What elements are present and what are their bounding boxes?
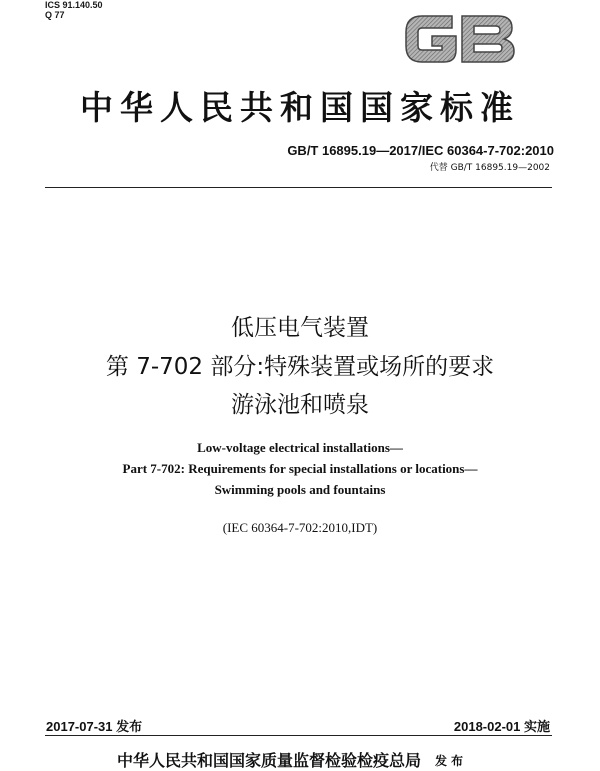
implementation-date: 2018-02-01 实施 xyxy=(453,719,550,734)
title-en-line-3: Swimming pools and fountains xyxy=(214,482,386,497)
gb-logo-graphic xyxy=(400,6,518,70)
ics-code-block xyxy=(45,0,103,20)
top-divider xyxy=(45,187,552,188)
replaces-standard: 代替 GB/T 16895.19—2002 xyxy=(429,163,550,173)
bottom-divider xyxy=(45,735,552,736)
issue-date: 2017-07-31 发布 xyxy=(46,719,143,734)
title-cn-line-1: 低压电气装置 xyxy=(231,315,369,341)
ics-code: ICS 91.140.50 xyxy=(45,0,103,10)
gb-logo xyxy=(400,6,518,70)
logo-letter-b xyxy=(462,16,514,62)
title-en-line-1: Low-voltage electrical installations— xyxy=(197,440,403,455)
ccs-code: Q 77 xyxy=(45,10,65,20)
title-cn-line-2: 第 7-702 部分:特殊装置或场所的要求 xyxy=(105,354,495,380)
iec-reference: (IEC 60364-7-702:2010,IDT) xyxy=(222,520,378,535)
issuer-suffix: 发布 xyxy=(435,754,468,768)
issuer-name: 中华人民共和国国家质量监督检验检疫总局 xyxy=(117,751,422,770)
title-cn-line-3: 游泳池和喷泉 xyxy=(231,392,369,418)
national-standard-heading: 中华人民共和国国家标准 xyxy=(80,88,520,127)
title-en-line-2: Part 7-702: Requirements for special installations or locations— xyxy=(122,461,478,476)
logo-letter-g xyxy=(406,16,456,62)
standard-number: GB/T 16895.19—2017/IEC 60364-7-702:2010 xyxy=(287,143,554,158)
